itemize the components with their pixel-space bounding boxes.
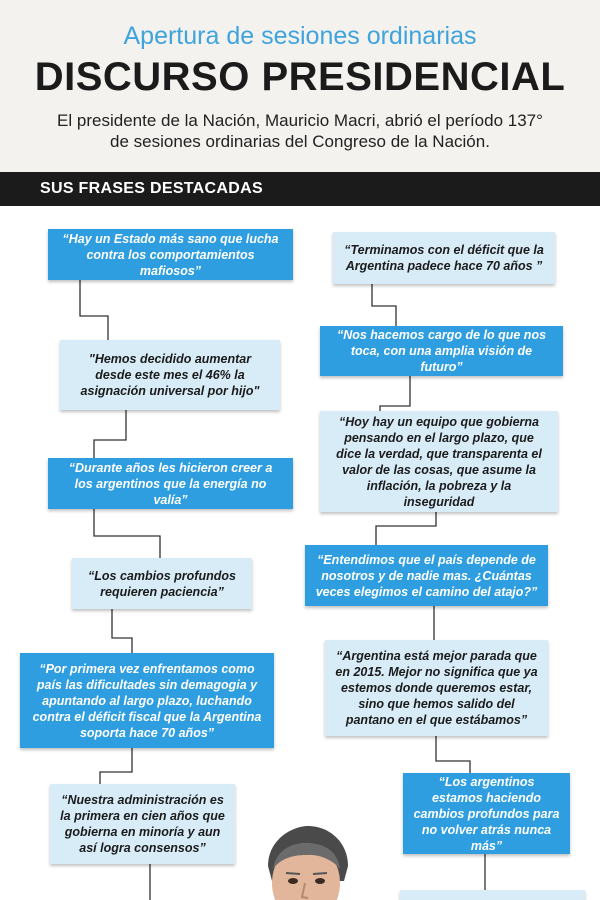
connector-right-3 xyxy=(376,512,436,545)
quote-box-right-5: “Argentina está mejor parada que en 2015. Mejor no significa que ya estemos donde queremos estar, sino que hemos salido del pantano en el que estábamos” xyxy=(325,640,548,736)
quote-box-left-3: “Durante años les hicieron creer a los argentinos que la energía no valía” xyxy=(48,458,293,509)
connector-left-1 xyxy=(80,280,108,344)
page-title: DISCURSO PRESIDENCIAL xyxy=(34,55,566,99)
quote-box-right-6: “Los argentinos estamos haciendo cambios profundos para no volver atrás nunca más” xyxy=(403,773,570,854)
quote-box-right-7-partial xyxy=(400,890,585,900)
section-label: SUS FRASES DESTACADAS xyxy=(40,180,263,197)
connector-left-5 xyxy=(100,748,132,784)
quote-box-right-1: “Terminamos con el déficit que la Argentina padece hace 70 años ” xyxy=(333,232,555,284)
quote-box-left-5: “Por primera vez enfrentamos como país las dificultades sin demagogia y apuntando al largo plazo, luchando contra el déficit fiscal que la Argentina soporta hace 70 años” xyxy=(20,653,274,748)
quote-box-left-2: "Hemos decidido aumentar desde este mes el 46% la asignación universal por hijo" xyxy=(60,340,280,410)
connector-right-5 xyxy=(436,736,470,773)
quote-box-right-4: “Entendimos que el país depende de nosotros y de nadie mas. ¿Cuántas veces elegimos el camino del atajo?” xyxy=(305,545,548,606)
quote-box-right-3: “Hoy hay un equipo que gobierna pensando en el largo plazo, que dice la verdad, que transparenta el valor de las cosas, que asume la inflación, la pobreza y la inseguridad xyxy=(320,411,558,512)
quote-box-right-2: “Nos hacemos cargo de lo que nos toca, con una amplia visión de futuro” xyxy=(320,326,563,376)
connector-left-4 xyxy=(112,609,132,653)
quote-box-left-4: “Los cambios profundos requieren paciencia” xyxy=(72,558,252,609)
quote-box-left-1: “Hay un Estado más sano que lucha contra los comportamientos mafiosos” xyxy=(48,229,293,280)
connector-left-3 xyxy=(94,509,160,558)
quote-box-left-6: “Nuestra administración es la primera en cien años que gobierna en minoría y aun así logra consensos” xyxy=(50,784,235,864)
connector-right-1 xyxy=(372,284,396,326)
president-photo xyxy=(248,821,363,900)
intro-text: El presidente de la Nación, Mauricio Macri, abrió el período 137° de sesiones ordinarias del Congreso de la Nación. xyxy=(57,111,543,151)
connector-right-2 xyxy=(380,376,410,411)
connector-left-2 xyxy=(94,410,126,458)
header-subtitle: Apertura de sesiones ordinarias xyxy=(123,22,477,50)
quotes-diagram xyxy=(0,206,600,900)
section-bar xyxy=(0,172,600,206)
